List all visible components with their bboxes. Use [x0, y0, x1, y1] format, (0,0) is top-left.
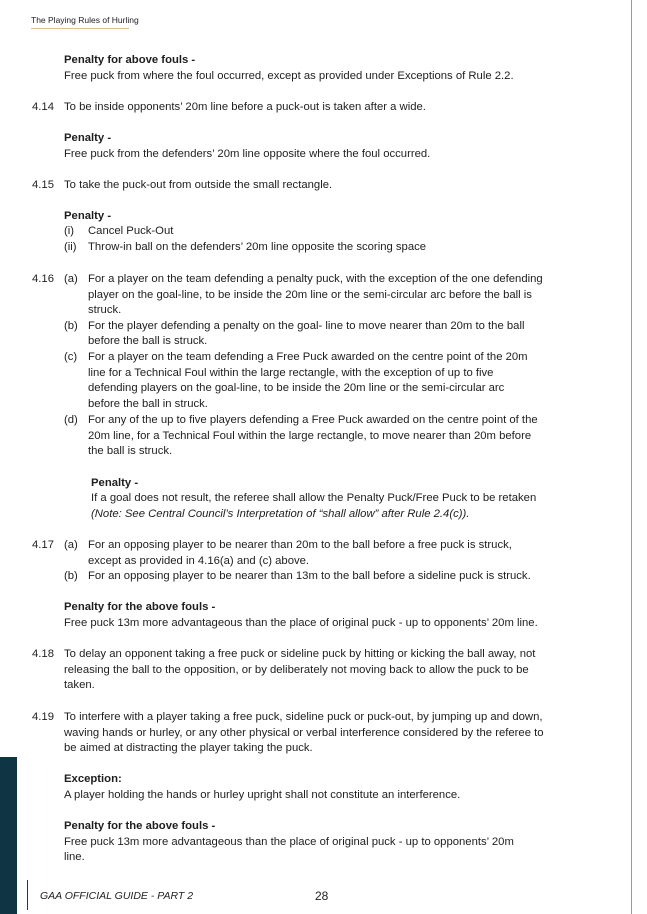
text-line: 4.15	[32, 179, 54, 191]
text-line: For an opposing player to be nearer than 20m to the ball before a free puck is struck,	[88, 539, 512, 551]
text-line: For any of the up to five players defending a Free Puck awarded on the centre point of the	[88, 414, 538, 426]
text-line: before the ball in struck.	[88, 398, 208, 410]
text-line: Free puck 13m more advantageous than the place of original puck - up to opponents’ 20m	[64, 836, 514, 848]
text-line: Free puck from where the foul occurred, except as provided under Exceptions of Rule 2.2.	[64, 70, 514, 82]
footer-label: GAA OFFICIAL GUIDE - PART 2	[40, 890, 194, 902]
footer-rule	[27, 880, 28, 910]
text-line: the ball is struck.	[88, 445, 173, 457]
text-line: If a goal does not result, the referee shall allow the Penalty Puck/Free Puck to be retaken	[91, 492, 537, 504]
text-line: (ii)	[64, 241, 77, 253]
text-line: For an opposing player to be nearer than 13m to the ball before a sideline puck is struck.	[88, 570, 531, 582]
text-line: 4.14	[32, 101, 54, 113]
text-line: player on the goal-line, to be inside the 20m line or the semi-circular arc before the ball is	[88, 289, 532, 301]
heading-line: Penalty -	[91, 477, 139, 489]
heading-line: Penalty for above fouls -	[64, 54, 196, 66]
text-line: Free puck 13m more advantageous than the place of original puck - up to opponents’ 20m line.	[64, 617, 538, 629]
text-line: defending players on the goal-line, to be inside the 20m line or the semi-circular arc	[88, 382, 505, 394]
text-line: (a)	[64, 273, 78, 285]
text-line: (c)	[64, 351, 78, 363]
text-line: To be inside opponents’ 20m line before a puck-out is taken after a wide.	[64, 101, 426, 113]
text-line: (Note: See Central Council’s Interpretation of “shall allow” after Rule 2.4(c)).	[91, 508, 470, 520]
text-line: struck.	[88, 304, 122, 316]
text-line: For a player on the team defending a Free Puck awarded on the centre point of the 20m	[88, 351, 528, 363]
text-line: (d)	[64, 414, 78, 426]
text-line: A player holding the hands or hurley upright shall not constitute an interference.	[64, 789, 461, 801]
text-line: To take the puck-out from outside the small rectangle.	[64, 179, 333, 191]
text-line: line.	[64, 851, 85, 863]
heading-line: Penalty for the above fouls -	[64, 820, 216, 832]
text-line: except as provided in 4.16(a) and (c) above.	[88, 555, 310, 567]
heading-line: Penalty -	[64, 132, 112, 144]
text-line: waving hands or hurley, or any other physical or verbal interference considered by the referee to	[64, 727, 544, 739]
text-line: Throw-in ball on the defenders’ 20m line opposite the scoring space	[88, 241, 427, 253]
text-line: releasing the ball to the opposition, or by deliberately not moving back to allow the puck to be	[64, 664, 529, 676]
text-line: be aimed at distracting the player taking the puck.	[64, 742, 313, 754]
heading-line: Penalty for the above fouls -	[64, 601, 216, 613]
text-line: For the player defending a penalty on the goal- line to move nearer than 20m to the ball	[88, 320, 525, 332]
text-line: Cancel Puck-Out	[88, 225, 174, 237]
text-line: 20m line, for a Technical Foul within the large rectangle, to move nearer than 20m before	[88, 430, 532, 442]
text-line: To delay an opponent taking a free puck or sideline puck by hitting or kicking the ball away, not	[64, 648, 536, 660]
text-line: 4.16	[32, 273, 54, 285]
text-line: 4.17	[32, 539, 54, 551]
text-line: 4.18	[32, 648, 54, 660]
text-line: To interfere with a player taking a free puck, sideline puck or puck-out, by jumping up and down,	[64, 711, 543, 723]
text-line: 4.19	[32, 711, 54, 723]
heading-line: Exception:	[64, 773, 122, 785]
text-line: Free puck from the defenders’ 20m line opposite where the foul occurred.	[64, 148, 431, 160]
text-line: (b)	[64, 570, 78, 582]
text-line: For a player on the team defending a penalty puck, with the exception of the one defending	[88, 273, 543, 285]
text-line: (i)	[64, 225, 75, 237]
text-line: (b)	[64, 320, 78, 332]
text-line: (a)	[64, 539, 78, 551]
page-number: 28	[315, 889, 329, 903]
heading-line: Penalty -	[64, 210, 112, 222]
text-line: line for a Technical Foul within the large rectangle, with the exception of up to five	[88, 367, 494, 379]
text-line: before the ball is struck.	[88, 335, 208, 347]
running-header: The Playing Rules of Hurling	[31, 15, 139, 25]
text-line: taken.	[64, 679, 95, 691]
